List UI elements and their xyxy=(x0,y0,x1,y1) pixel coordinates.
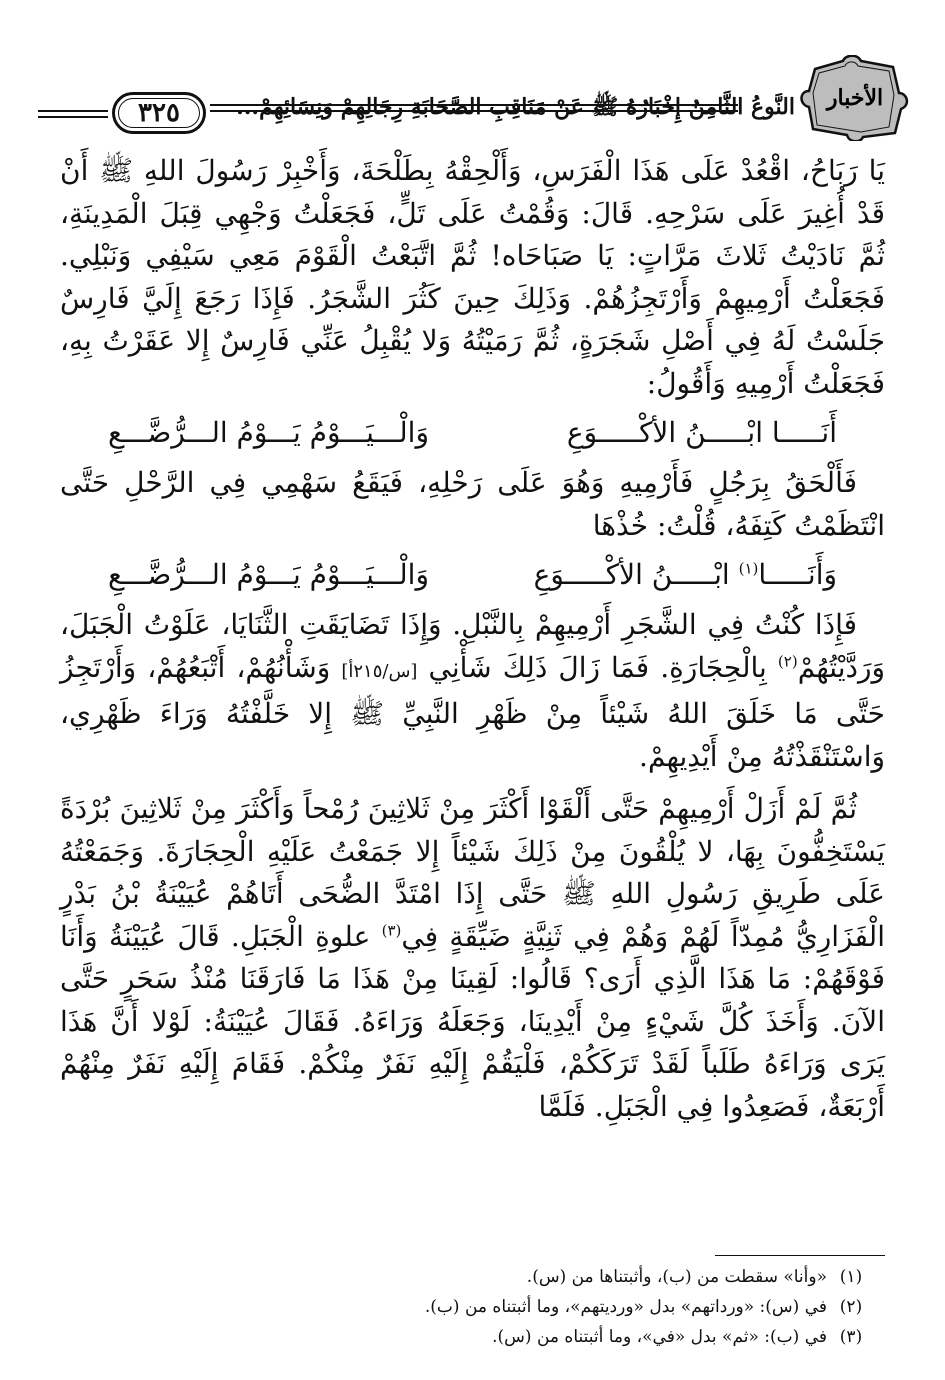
footnote-ref: (٣) xyxy=(381,921,402,940)
header-rule xyxy=(210,104,738,106)
footnote-number: (٢) xyxy=(839,1297,863,1317)
verse-text: وَأَنَـــــا xyxy=(758,558,837,592)
verse-text: ابْـــــنُ الأكْـــــوَعِ xyxy=(533,558,739,592)
verse-line xyxy=(60,405,885,462)
manuscript-ref: [س/٢١٥أ] xyxy=(341,660,418,682)
verse-hemistich-right: أَنَـــــا ابْـــــنُ الأكْـــــوَعِ xyxy=(566,416,837,450)
footnote-text: في (س): «ورداتهم» بدل «ورديتهم»، وما أثبتناه من (ب). xyxy=(424,1297,827,1317)
footnote-number: (٣) xyxy=(839,1327,863,1347)
paragraph xyxy=(60,604,885,778)
paragraph-text: علوةِ الْجَبَلِ. قَالَ عُيَيْنَةُ وَأَنَا فَوْقَهُمْ: مَا هَذَا الَّذِي أَرَى؟ قَالُوا: لَقِينَا مِنْ هَذَا مَا فَارَقَنَا مُنْذُ سَحَرٍ حَتَّى الآنَ. وَأَخَذَ كُلَّ شَيْءٍ مِنْ أَيْدِينَا، وَجَعَلَهُ وَرَاءَهُ. فَقَالَ عُيَيْنَةُ: لَوْلا أَنَّ هَذَا يَرَى وَرَاءَهُ طَلَباً لَقَدْ تَرَكَكُمْ، فَلْيَقُمْ إِلَيْهِ نَفَرٌ مِنْكُمْ. فَقَامَ إِلَيْهِ نَفَرٌ مِنْهُمْ أَرْبَعَةٌ، فَصَعِدُوا فِي الْجَبَلِ. فَلَمَّا xyxy=(60,919,885,1123)
footnote xyxy=(60,1292,885,1322)
header-rule-left xyxy=(38,110,108,112)
paragraph xyxy=(60,788,885,1128)
paragraph-text: فَإِذَا كُنْتُ فِي الشَّجَرِ أَرْمِيهِمْ بِالنَّبْلِ. وَإِذَا تَضَايَقَتِ الثَّنَايَا، عَلَوْتُ الْجَبَلَ، وَرَدَّيْتُهُمْ xyxy=(60,608,885,684)
paragraph-text: ثُمَّ لَمْ أَزَلْ أَرْمِيهِمْ حَتَّى أَلْقَوْا أَكْثَرَ مِنْ ثَلاثِينَ رُمْحاً وَأَكْثَرَ مِنْ ثَلاثِينَ بُرْدَةً يَسْتَخِفُّونَ بِهَا، لا يُلْقُونَ مِنْ ذَلِكَ شَيْئاً إِلا جَمَعْتُ عَلَيْهِ الْحِجَارَةَ. وَجَمَعْتُهُ عَلَى طَرِيقِ رَسُولِ اللهِ ﷺ حَتَّى إِذَا امْتَدَّ الضُّحَى أَتَاهُمْ عُيَيْنَةُ بْنُ بَدْرٍ الْفَزَارِيُّ مُمِدّاً لَهُمْ وَهُمْ فِي ثَنِيَّةٍ ضَيِّقَةٍ فِي xyxy=(60,792,885,953)
main-text xyxy=(60,150,885,1128)
header-rule-left xyxy=(38,116,108,118)
footnote xyxy=(60,1262,885,1292)
header-rule xyxy=(210,110,738,112)
verse-hemistich-left: وَالْـــيَـــوْمُ يَـــوْمُ الـــرُّضَّـــعِ xyxy=(108,416,429,450)
footnote-separator xyxy=(715,1255,885,1256)
paragraph: يَا رَبَاحُ، اقْعُدْ عَلَى هَذَا الْفَرَسِ، وَأَلْحِقْهُ بِطَلْحَةَ، وَأَخْبِرْ رَسُولَ اللهِ ﷺ أَنْ قَدْ أُغِيرَ عَلَى سَرْحِهِ. قَالَ: وَقُمْتُ عَلَى تَلٍّ، فَجَعَلْتُ وَجْهِي قِبَلَ الْمَدِينَةِ، ثُمَّ نَادَيْتُ ثَلاثَ مَرَّاتٍ: يَا صَبَاحَاه! ثُمَّ اتَّبَعْتُ الْقَوْمَ مَعِي سَيْفِي وَنَبْلِي. فَجَعَلْتُ أَرْمِيهِمْ وَأَرْتَجِزُهُمْ. وَذَلِكَ حِينَ كَثُرَ الشَّجَرُ. فَإِذَا رَجَعَ إِلَيَّ فَارِسٌ جَلَسْتُ لَهُ فِي أَصْلِ شَجَرَةٍ، ثُمَّ رَمَيْتُهُ وَلا يُقْبِلُ عَنِّي فَارِسٌ إِلا عَقَرْتُ بِهِ، فَجَعَلْتُ أَرْمِيهِ وَأَقُولُ: xyxy=(60,154,885,400)
svg-text:الأخبار: الأخبار xyxy=(826,85,884,111)
verse-line xyxy=(60,547,885,604)
puzzle-ornament-icon xyxy=(795,55,915,141)
verse-hemistich-right xyxy=(534,554,837,597)
footnote-text: في (ب): «ثم» بدل «في»، وما أثبتناه من (س). xyxy=(492,1327,827,1347)
paragraph: فَأَلْحَقُ بِرَجُلٍ فَأَرْمِيهِ وَهُوَ عَلَى رَحْلِهِ، فَيَقَعُ سَهْمِي فِي الرَّحْلِ حَتَّى انْتَظَمْتُ كَتِفَهُ، قُلْتُ: خُذْهَا xyxy=(60,466,885,542)
header-title: النَّوعُ الثَّامِنُ إِخْبَارُهُ ﷺ عَنْ مَنَاقِبِ الصَّحَابَةِ رِجَالِهِمْ وَنِسَائِهِمْ... xyxy=(236,94,795,120)
footnotes xyxy=(60,1262,885,1352)
footnote-text: «وأنا» سقطت من (ب)، وأثبتناها من (س). xyxy=(526,1267,827,1287)
footnote-ref: (٢) xyxy=(777,652,798,671)
footnote-ref: (١) xyxy=(738,559,759,578)
verse-hemistich-left: وَالْـــيَـــوْمُ يَـــوْمُ الـــرُّضَّـــعِ xyxy=(108,558,429,592)
paragraph-text: بِالْحِجَارَةِ. فَمَا زَالَ ذَلِكَ شَأْنِي xyxy=(417,650,778,684)
footnote-number: (١) xyxy=(839,1267,863,1287)
footnote xyxy=(60,1322,885,1352)
page-number: ٣٢٥ xyxy=(112,92,206,134)
paragraph-text: وَشَأْنُهُمْ، أَتْبَعُهُمْ، وَأَرْتَجِزُ حَتَّى مَا خَلَقَ اللهُ شَيْئاً مِنْ ظَهْرِ النَّبِيِّ ﷺ إِلا خَلَّفْتُهُ وَرَاءَ ظَهْرِي، وَاسْتَنْقَذْتُهُ مِنْ أَيْدِيهِمْ. xyxy=(60,650,885,773)
page-header xyxy=(0,55,945,145)
